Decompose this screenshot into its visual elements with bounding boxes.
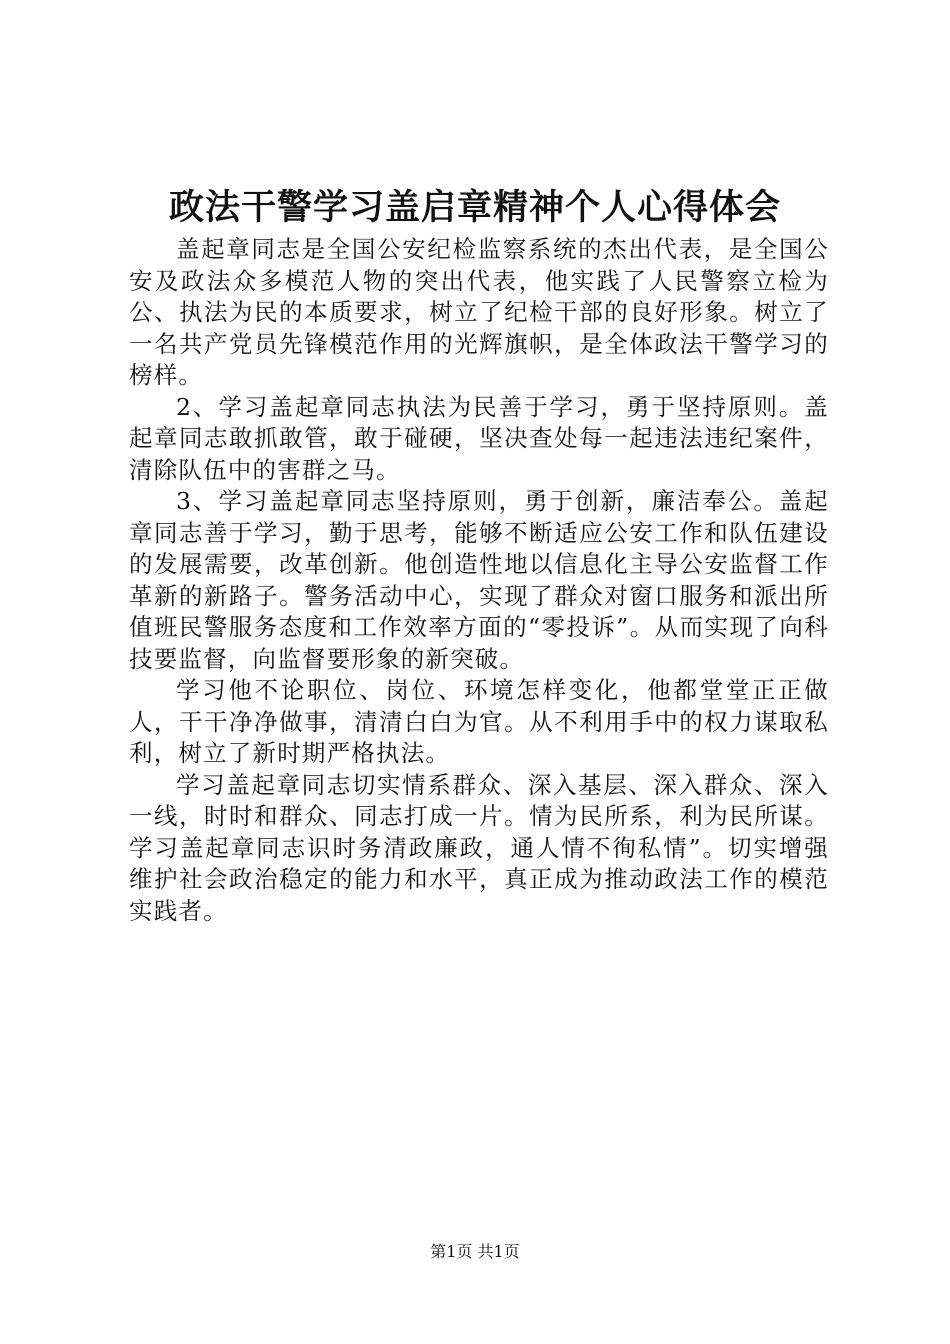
- paragraph-intro: 盖起章同志是全国公安纪检监察系统的杰出代表，是全国公安及政法众多模范人物的突出代表，他实践了人民警察立检为公、执法为民的本质要求，树立了纪检干部的良好形象。树立了一名共产党员先锋模范作用的光辉旗帜，是全体政法干警学习的榜样。: [129, 235, 829, 389]
- paragraph-point-2: 2、学习盖起章同志执法为民善于学习，勇于坚持原则。盖起章同志敢抓敢管，敢于碰硬，坚决查处每一起违法违纪案件，清除队伍中的害群之马。: [129, 392, 829, 484]
- paragraph-conclusion: 学习盖起章同志切实情系群众、深入基层、深入群众、深入一线，时时和群众、同志打成一片。情为民所系，利为民所谋。学习盖起章同志识时务清政廉政，通人情不徇私情”。切实增强维护社会政治稳定的能力和水平，真正成为推动政法工作的模范实践者。: [129, 770, 829, 925]
- paragraph-point-3: 3、学习盖起章同志坚持原则，勇于创新，廉洁奉公。盖起章同志善于学习，勤于思考，能够不断适应公安工作和队伍建设的发展需要，改革创新。他创造性地以信息化主导公安监督工作革新的新路子。警务活动中心，实现了群众对窗口服务和派出所值班民警服务态度和工作效率方面的“零投诉”。从而实现了向科技要监督，向监督要形象的新突破。: [129, 487, 829, 673]
- page-footer: 第1页 共1页: [430, 1242, 520, 1261]
- document-body: [129, 234, 829, 927]
- document-title: 政法干警学习盖启章精神个人心得体会: [168, 188, 781, 228]
- paragraph-integrity: 学习他不论职位、岗位、环境怎样变化，他都堂堂正正做人，干干净净做事，清清白白为官。从不利用手中的权力谋取私利，树立了新时期严格执法。: [129, 676, 829, 767]
